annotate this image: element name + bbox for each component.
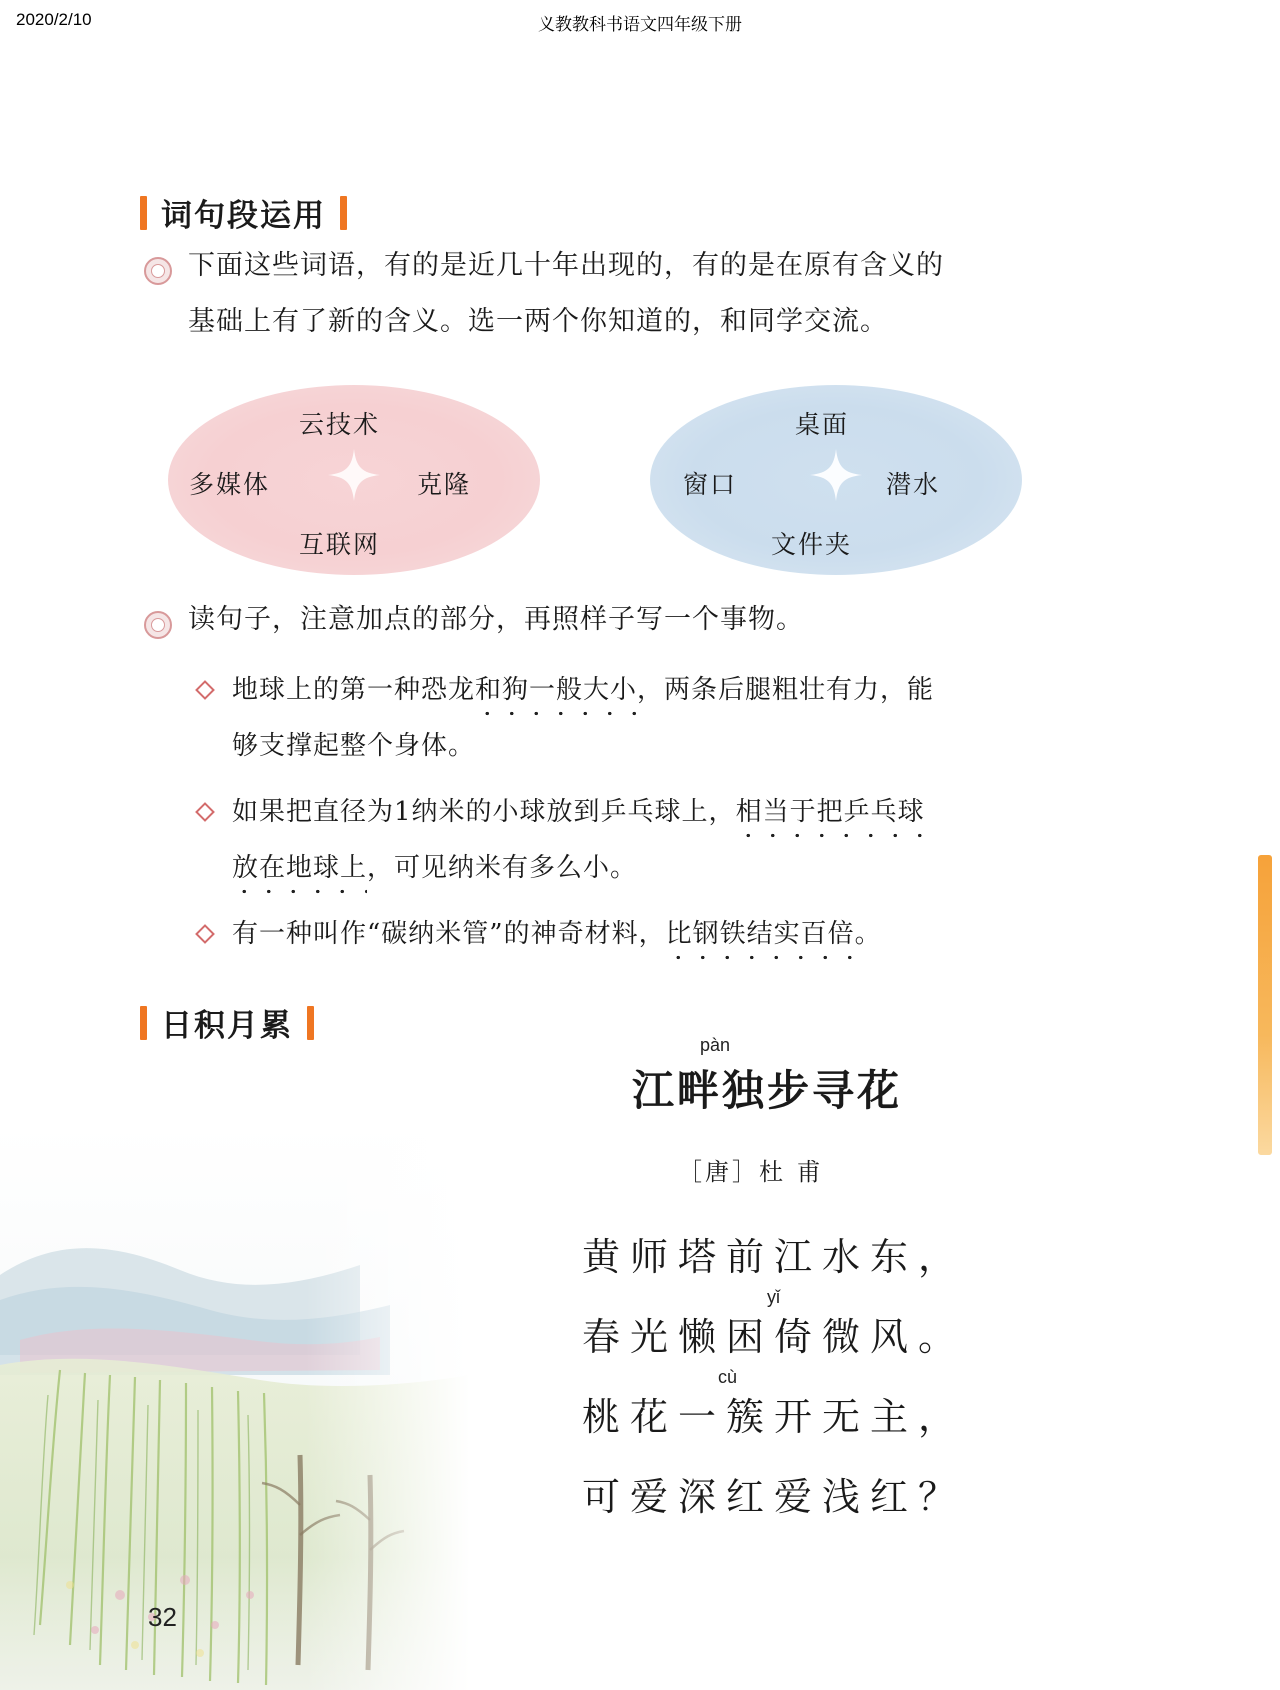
section-heading-daily-accumulation	[140, 1000, 314, 1045]
example-1-seg-2-emphasis: 和狗一般大小	[475, 675, 638, 705]
word-blob-pink-word-1: 云技术	[299, 410, 381, 439]
task-1-line-1: 下面这些词语，有的是近几十年出现的，有的是在原有含义的	[188, 250, 944, 281]
word-blob-blue-word-1: 桌面	[795, 410, 850, 439]
word-blob-blue	[650, 385, 1022, 575]
sparkle-icon	[326, 447, 382, 503]
example-2-line2-seg-1-emphasis: 放在地球上	[232, 853, 368, 883]
example-bullet-3-icon	[195, 924, 215, 944]
poem-title-pinyin: pàn	[700, 1035, 731, 1055]
example-2-line2-seg-2: ，可见纳米有多么小。	[367, 853, 638, 883]
poem-line-2-pinyin: yǐ	[767, 1287, 780, 1307]
poem-author: ［唐］杜 甫	[678, 1158, 824, 1186]
word-blob-pink-word-2: 多媒体	[189, 470, 271, 499]
poem-line-2: 春光懒困倚微风。	[582, 1315, 967, 1359]
word-blob-pink-word-4: 互联网	[299, 530, 381, 559]
example-1-line-1	[232, 662, 1022, 718]
section-heading-word-usage	[140, 190, 347, 235]
page-number: 32	[148, 1602, 177, 1632]
word-blob-blue-word-3: 潜水	[886, 470, 941, 499]
poem-line-3-pinyin: cù	[718, 1367, 738, 1387]
print-date: 2020/2/10	[16, 10, 92, 29]
page-side-tab	[1258, 855, 1272, 1155]
example-2-line-2	[232, 840, 1022, 896]
section-title: 日积月累	[161, 1008, 293, 1044]
sparkle-icon	[808, 447, 864, 503]
example-3-seg-3: 。	[854, 919, 882, 949]
example-2-line-1	[232, 784, 1022, 840]
heading-bar-right-icon	[340, 196, 347, 230]
word-blob-pink	[168, 385, 540, 575]
task-bullet-1-icon	[144, 257, 172, 285]
poem-title: 江畔独步寻花	[632, 1066, 903, 1115]
word-blob-pink-word-3: 克隆	[417, 470, 472, 499]
example-1-seg-1: 地球上的第一种恐龙	[232, 675, 476, 705]
document-title: 义教教科书语文四年级下册	[538, 15, 742, 34]
example-2-seg-3-emphasis: 相当于把乒乓球	[735, 797, 925, 827]
heading-bar-left-icon	[140, 1006, 147, 1040]
textbook-page	[0, 40, 1280, 1690]
print-header	[0, 0, 1280, 40]
task-1-line-2: 基础上有了新的含义。选一两个你知道的，和同学交流。	[188, 306, 888, 337]
task-2-line-1: 读句子，注意加点的部分，再照样子写一个事物。	[188, 604, 804, 635]
example-1-line-2	[232, 718, 1022, 774]
example-3-line-1	[232, 906, 1022, 962]
example-1-seg-3: ，两条后腿粗壮有力，能	[637, 675, 935, 705]
example-2-seg-1: 如果把直径为1纳米的小球放到乒乓球上	[232, 797, 709, 827]
example-bullet-1-icon	[195, 680, 215, 700]
watercolor-illustration	[0, 1125, 470, 1690]
heading-bar-left-icon	[140, 196, 147, 230]
example-3-seg-2-emphasis: 比钢铁结实百倍	[665, 919, 855, 949]
word-blob-blue-word-2: 窗口	[683, 470, 738, 499]
example-1-line2-seg-1: 够支撑起整个身体。	[232, 731, 476, 761]
poem-line-1: 黄师塔前江水东，	[582, 1235, 967, 1279]
example-3-seg-1: 有一种叫作“碳纳米管”的神奇材料，	[232, 919, 666, 949]
poem-line-3: 桃花一簇开无主，	[582, 1395, 967, 1439]
task-bullet-2-icon	[144, 611, 172, 639]
example-bullet-2-icon	[195, 802, 215, 822]
section-title: 词句段运用	[161, 198, 326, 234]
poem-line-4: 可爱深红爱浅红？	[582, 1475, 967, 1519]
word-blob-blue-word-4: 文件夹	[771, 530, 853, 559]
example-2-seg-2: ，	[708, 797, 736, 827]
heading-bar-right-icon	[307, 1006, 314, 1040]
